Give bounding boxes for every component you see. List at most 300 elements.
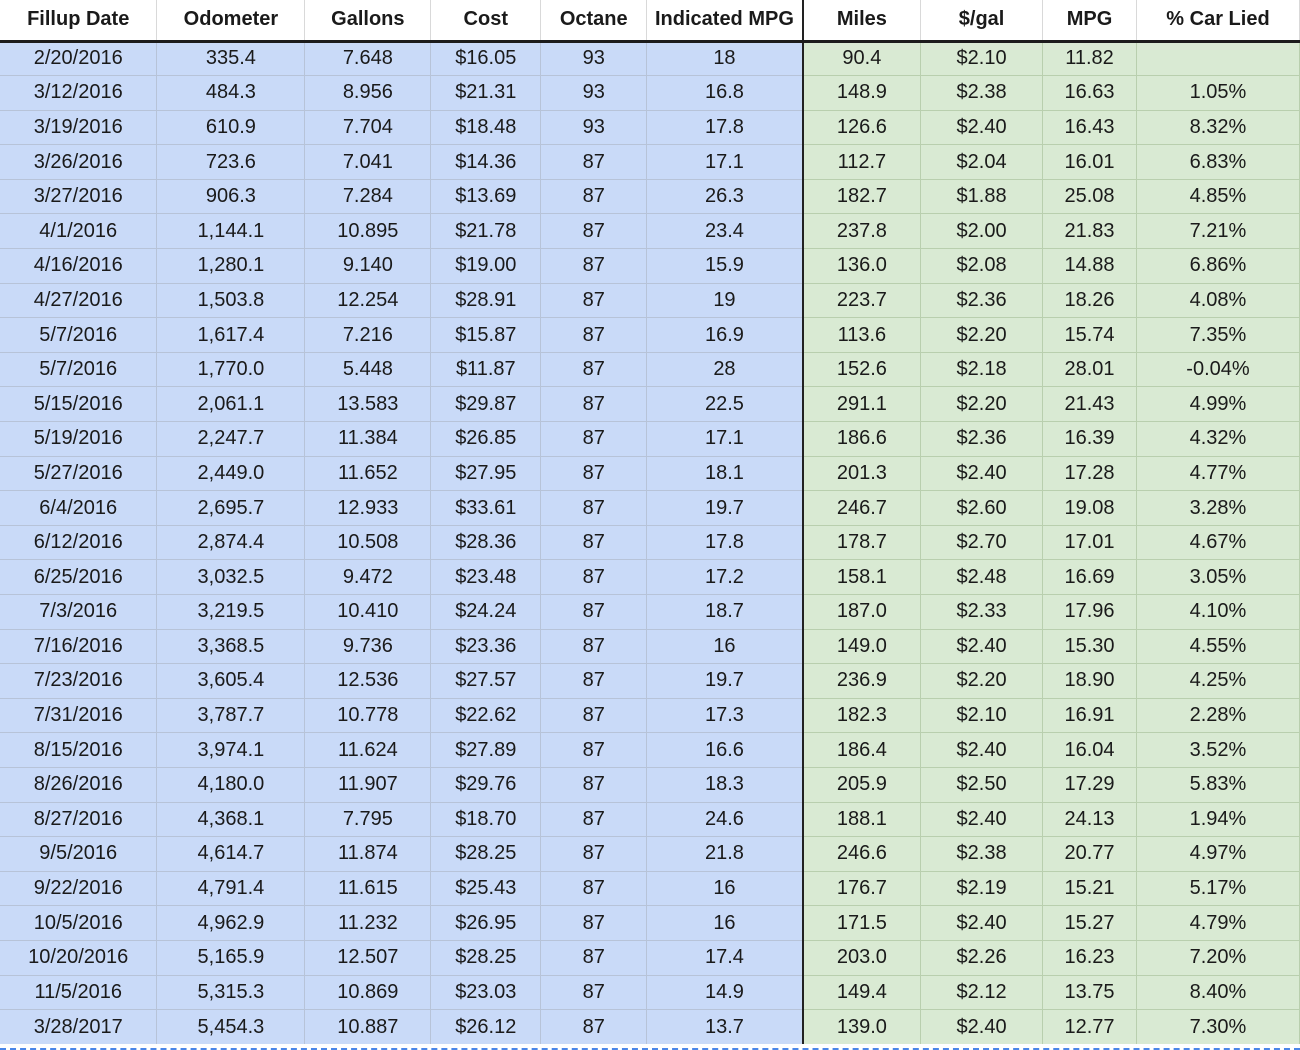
cell-miles[interactable]: 246.6 xyxy=(803,837,921,872)
cell-octane[interactable]: 87 xyxy=(541,249,647,284)
cell-odometer[interactable]: 5,315.3 xyxy=(157,975,305,1010)
cell-percent-car-lied[interactable]: 7.30% xyxy=(1136,1010,1299,1045)
cell-cost[interactable]: $27.89 xyxy=(431,733,541,768)
cell-price-per-gallon[interactable]: $2.40 xyxy=(921,110,1043,145)
cell-price-per-gallon[interactable]: $2.70 xyxy=(921,525,1043,560)
cell-fillup-date[interactable]: 5/15/2016 xyxy=(0,387,157,422)
cell-gallons[interactable]: 11.624 xyxy=(305,733,431,768)
cell-miles[interactable]: 149.4 xyxy=(803,975,921,1010)
header-octane[interactable]: Octane xyxy=(541,0,647,41)
cell-octane[interactable]: 87 xyxy=(541,871,647,906)
cell-mpg[interactable]: 17.01 xyxy=(1043,525,1137,560)
cell-mpg[interactable]: 15.27 xyxy=(1043,906,1137,941)
cell-price-per-gallon[interactable]: $2.38 xyxy=(921,837,1043,872)
cell-miles[interactable]: 171.5 xyxy=(803,906,921,941)
cell-indicated-mpg[interactable]: 16 xyxy=(647,871,803,906)
cell-odometer[interactable]: 3,974.1 xyxy=(157,733,305,768)
cell-octane[interactable]: 87 xyxy=(541,664,647,699)
cell-percent-car-lied[interactable]: 4.85% xyxy=(1136,179,1299,214)
cell-price-per-gallon[interactable]: $2.50 xyxy=(921,767,1043,802)
cell-cost[interactable]: $23.36 xyxy=(431,629,541,664)
cell-gallons[interactable]: 11.874 xyxy=(305,837,431,872)
cell-percent-car-lied[interactable]: 1.05% xyxy=(1136,76,1299,111)
cell-octane[interactable]: 87 xyxy=(541,733,647,768)
cell-gallons[interactable]: 12.254 xyxy=(305,283,431,318)
cell-miles[interactable]: 186.6 xyxy=(803,422,921,457)
cell-miles[interactable]: 182.3 xyxy=(803,698,921,733)
cell-fillup-date[interactable]: 6/12/2016 xyxy=(0,525,157,560)
cell-price-per-gallon[interactable]: $2.20 xyxy=(921,664,1043,699)
cell-odometer[interactable]: 4,791.4 xyxy=(157,871,305,906)
cell-cost[interactable]: $29.76 xyxy=(431,767,541,802)
cell-octane[interactable]: 87 xyxy=(541,145,647,180)
cell-gallons[interactable]: 11.232 xyxy=(305,906,431,941)
cell-price-per-gallon[interactable]: $2.40 xyxy=(921,906,1043,941)
cell-fillup-date[interactable]: 5/7/2016 xyxy=(0,352,157,387)
cell-miles[interactable]: 148.9 xyxy=(803,76,921,111)
cell-indicated-mpg[interactable]: 16 xyxy=(647,629,803,664)
cell-cost[interactable]: $13.69 xyxy=(431,179,541,214)
cell-gallons[interactable]: 12.933 xyxy=(305,491,431,526)
cell-gallons[interactable]: 11.384 xyxy=(305,422,431,457)
cell-odometer[interactable]: 5,454.3 xyxy=(157,1010,305,1045)
cell-octane[interactable]: 87 xyxy=(541,595,647,630)
cell-indicated-mpg[interactable]: 18.7 xyxy=(647,595,803,630)
cell-miles[interactable]: 205.9 xyxy=(803,767,921,802)
cell-gallons[interactable]: 7.284 xyxy=(305,179,431,214)
cell-indicated-mpg[interactable]: 24.6 xyxy=(647,802,803,837)
cell-indicated-mpg[interactable]: 23.4 xyxy=(647,214,803,249)
cell-odometer[interactable]: 5,165.9 xyxy=(157,940,305,975)
cell-price-per-gallon[interactable]: $2.10 xyxy=(921,698,1043,733)
cell-percent-car-lied[interactable]: 7.21% xyxy=(1136,214,1299,249)
cell-cost[interactable]: $18.70 xyxy=(431,802,541,837)
cell-cost[interactable]: $28.36 xyxy=(431,525,541,560)
cell-price-per-gallon[interactable]: $2.26 xyxy=(921,940,1043,975)
cell-indicated-mpg[interactable]: 17.1 xyxy=(647,422,803,457)
cell-price-per-gallon[interactable]: $2.40 xyxy=(921,629,1043,664)
cell-fillup-date[interactable]: 2/20/2016 xyxy=(0,41,157,76)
cell-odometer[interactable]: 1,280.1 xyxy=(157,249,305,284)
cell-odometer[interactable]: 1,617.4 xyxy=(157,318,305,353)
cell-fillup-date[interactable]: 5/27/2016 xyxy=(0,456,157,491)
cell-octane[interactable]: 87 xyxy=(541,318,647,353)
cell-octane[interactable]: 87 xyxy=(541,352,647,387)
cell-odometer[interactable]: 4,962.9 xyxy=(157,906,305,941)
cell-miles[interactable]: 90.4 xyxy=(803,41,921,76)
cell-cost[interactable]: $26.85 xyxy=(431,422,541,457)
cell-miles[interactable]: 291.1 xyxy=(803,387,921,422)
cell-percent-car-lied[interactable]: -0.04% xyxy=(1136,352,1299,387)
cell-percent-car-lied[interactable] xyxy=(1136,41,1299,76)
header-indicated-mpg[interactable]: Indicated MPG xyxy=(647,0,803,41)
cell-price-per-gallon[interactable]: $2.36 xyxy=(921,422,1043,457)
cell-miles[interactable]: 186.4 xyxy=(803,733,921,768)
cell-percent-car-lied[interactable]: 5.83% xyxy=(1136,767,1299,802)
cell-percent-car-lied[interactable]: 4.08% xyxy=(1136,283,1299,318)
cell-odometer[interactable]: 4,180.0 xyxy=(157,767,305,802)
cell-cost[interactable]: $26.95 xyxy=(431,906,541,941)
cell-miles[interactable]: 203.0 xyxy=(803,940,921,975)
header-miles[interactable]: Miles xyxy=(803,0,921,41)
cell-price-per-gallon[interactable]: $2.60 xyxy=(921,491,1043,526)
cell-mpg[interactable]: 14.88 xyxy=(1043,249,1137,284)
cell-gallons[interactable]: 7.795 xyxy=(305,802,431,837)
cell-percent-car-lied[interactable]: 8.40% xyxy=(1136,975,1299,1010)
cell-percent-car-lied[interactable]: 6.83% xyxy=(1136,145,1299,180)
cell-price-per-gallon[interactable]: $2.40 xyxy=(921,802,1043,837)
header-cost[interactable]: Cost xyxy=(431,0,541,41)
cell-price-per-gallon[interactable]: $2.36 xyxy=(921,283,1043,318)
cell-odometer[interactable]: 3,219.5 xyxy=(157,595,305,630)
cell-mpg[interactable]: 15.30 xyxy=(1043,629,1137,664)
header-percent-car-lied[interactable]: % Car Lied xyxy=(1136,0,1299,41)
header-mpg[interactable]: MPG xyxy=(1043,0,1137,41)
cell-indicated-mpg[interactable]: 22.5 xyxy=(647,387,803,422)
cell-fillup-date[interactable]: 7/3/2016 xyxy=(0,595,157,630)
cell-fillup-date[interactable]: 7/31/2016 xyxy=(0,698,157,733)
cell-odometer[interactable]: 4,614.7 xyxy=(157,837,305,872)
cell-fillup-date[interactable]: 7/23/2016 xyxy=(0,664,157,699)
header-odometer[interactable]: Odometer xyxy=(157,0,305,41)
cell-miles[interactable]: 237.8 xyxy=(803,214,921,249)
cell-mpg[interactable]: 20.77 xyxy=(1043,837,1137,872)
cell-odometer[interactable]: 723.6 xyxy=(157,145,305,180)
header-fillup-date[interactable]: Fillup Date xyxy=(0,0,157,41)
cell-fillup-date[interactable]: 8/15/2016 xyxy=(0,733,157,768)
cell-indicated-mpg[interactable]: 14.9 xyxy=(647,975,803,1010)
cell-indicated-mpg[interactable]: 28 xyxy=(647,352,803,387)
cell-mpg[interactable]: 18.26 xyxy=(1043,283,1137,318)
cell-odometer[interactable]: 2,695.7 xyxy=(157,491,305,526)
cell-octane[interactable]: 93 xyxy=(541,41,647,76)
cell-odometer[interactable]: 4,368.1 xyxy=(157,802,305,837)
cell-miles[interactable]: 223.7 xyxy=(803,283,921,318)
cell-cost[interactable]: $28.25 xyxy=(431,837,541,872)
cell-cost[interactable]: $21.31 xyxy=(431,76,541,111)
cell-octane[interactable]: 87 xyxy=(541,456,647,491)
cell-fillup-date[interactable]: 7/16/2016 xyxy=(0,629,157,664)
cell-mpg[interactable]: 25.08 xyxy=(1043,179,1137,214)
cell-cost[interactable]: $27.95 xyxy=(431,456,541,491)
cell-gallons[interactable]: 11.615 xyxy=(305,871,431,906)
cell-fillup-date[interactable]: 6/4/2016 xyxy=(0,491,157,526)
cell-fillup-date[interactable]: 8/26/2016 xyxy=(0,767,157,802)
cell-octane[interactable]: 87 xyxy=(541,837,647,872)
cell-mpg[interactable]: 16.01 xyxy=(1043,145,1137,180)
cell-percent-car-lied[interactable]: 4.97% xyxy=(1136,837,1299,872)
cell-mpg[interactable]: 16.91 xyxy=(1043,698,1137,733)
cell-fillup-date[interactable]: 3/28/2017 xyxy=(0,1010,157,1045)
cell-cost[interactable]: $21.78 xyxy=(431,214,541,249)
cell-percent-car-lied[interactable]: 4.32% xyxy=(1136,422,1299,457)
cell-fillup-date[interactable]: 8/27/2016 xyxy=(0,802,157,837)
cell-cost[interactable]: $28.25 xyxy=(431,940,541,975)
cell-price-per-gallon[interactable]: $2.04 xyxy=(921,145,1043,180)
cell-mpg[interactable]: 21.43 xyxy=(1043,387,1137,422)
cell-price-per-gallon[interactable]: $2.10 xyxy=(921,41,1043,76)
cell-fillup-date[interactable]: 3/12/2016 xyxy=(0,76,157,111)
cell-octane[interactable]: 87 xyxy=(541,214,647,249)
cell-percent-car-lied[interactable]: 8.32% xyxy=(1136,110,1299,145)
cell-cost[interactable]: $33.61 xyxy=(431,491,541,526)
cell-indicated-mpg[interactable]: 16.9 xyxy=(647,318,803,353)
cell-percent-car-lied[interactable]: 4.79% xyxy=(1136,906,1299,941)
cell-percent-car-lied[interactable]: 7.20% xyxy=(1136,940,1299,975)
cell-gallons[interactable]: 9.736 xyxy=(305,629,431,664)
cell-percent-car-lied[interactable]: 5.17% xyxy=(1136,871,1299,906)
cell-price-per-gallon[interactable]: $2.19 xyxy=(921,871,1043,906)
cell-percent-car-lied[interactable]: 4.10% xyxy=(1136,595,1299,630)
cell-gallons[interactable]: 10.508 xyxy=(305,525,431,560)
cell-cost[interactable]: $23.03 xyxy=(431,975,541,1010)
cell-octane[interactable]: 87 xyxy=(541,802,647,837)
cell-odometer[interactable]: 2,874.4 xyxy=(157,525,305,560)
cell-octane[interactable]: 93 xyxy=(541,110,647,145)
cell-indicated-mpg[interactable]: 18.3 xyxy=(647,767,803,802)
cell-price-per-gallon[interactable]: $2.08 xyxy=(921,249,1043,284)
cell-price-per-gallon[interactable]: $2.12 xyxy=(921,975,1043,1010)
cell-fillup-date[interactable]: 5/19/2016 xyxy=(0,422,157,457)
cell-indicated-mpg[interactable]: 17.3 xyxy=(647,698,803,733)
cell-price-per-gallon[interactable]: $2.18 xyxy=(921,352,1043,387)
cell-percent-car-lied[interactable]: 4.25% xyxy=(1136,664,1299,699)
cell-fillup-date[interactable]: 11/5/2016 xyxy=(0,975,157,1010)
cell-octane[interactable]: 93 xyxy=(541,76,647,111)
cell-fillup-date[interactable]: 9/22/2016 xyxy=(0,871,157,906)
cell-miles[interactable]: 182.7 xyxy=(803,179,921,214)
cell-miles[interactable]: 158.1 xyxy=(803,560,921,595)
cell-percent-car-lied[interactable]: 7.35% xyxy=(1136,318,1299,353)
cell-indicated-mpg[interactable]: 16 xyxy=(647,906,803,941)
cell-percent-car-lied[interactable]: 3.28% xyxy=(1136,491,1299,526)
header-gallons[interactable]: Gallons xyxy=(305,0,431,41)
cell-cost[interactable]: $11.87 xyxy=(431,352,541,387)
cell-percent-car-lied[interactable]: 6.86% xyxy=(1136,249,1299,284)
cell-odometer[interactable]: 2,061.1 xyxy=(157,387,305,422)
cell-miles[interactable]: 188.1 xyxy=(803,802,921,837)
cell-fillup-date[interactable]: 9/5/2016 xyxy=(0,837,157,872)
cell-mpg[interactable]: 16.04 xyxy=(1043,733,1137,768)
cell-gallons[interactable]: 12.536 xyxy=(305,664,431,699)
cell-mpg[interactable]: 17.96 xyxy=(1043,595,1137,630)
cell-cost[interactable]: $19.00 xyxy=(431,249,541,284)
cell-mpg[interactable]: 16.69 xyxy=(1043,560,1137,595)
cell-mpg[interactable]: 28.01 xyxy=(1043,352,1137,387)
cell-octane[interactable]: 87 xyxy=(541,906,647,941)
cell-indicated-mpg[interactable]: 16.6 xyxy=(647,733,803,768)
cell-gallons[interactable]: 7.041 xyxy=(305,145,431,180)
cell-miles[interactable]: 176.7 xyxy=(803,871,921,906)
cell-fillup-date[interactable]: 3/27/2016 xyxy=(0,179,157,214)
cell-indicated-mpg[interactable]: 19.7 xyxy=(647,491,803,526)
cell-indicated-mpg[interactable]: 26.3 xyxy=(647,179,803,214)
cell-indicated-mpg[interactable]: 21.8 xyxy=(647,837,803,872)
cell-price-per-gallon[interactable]: $2.00 xyxy=(921,214,1043,249)
cell-miles[interactable]: 201.3 xyxy=(803,456,921,491)
cell-mpg[interactable]: 17.29 xyxy=(1043,767,1137,802)
cell-octane[interactable]: 87 xyxy=(541,767,647,802)
cell-cost[interactable]: $26.12 xyxy=(431,1010,541,1045)
cell-indicated-mpg[interactable]: 18.1 xyxy=(647,456,803,491)
cell-gallons[interactable]: 10.887 xyxy=(305,1010,431,1045)
cell-percent-car-lied[interactable]: 4.77% xyxy=(1136,456,1299,491)
cell-odometer[interactable]: 610.9 xyxy=(157,110,305,145)
cell-indicated-mpg[interactable]: 16.8 xyxy=(647,76,803,111)
cell-mpg[interactable]: 16.43 xyxy=(1043,110,1137,145)
cell-odometer[interactable]: 1,144.1 xyxy=(157,214,305,249)
cell-cost[interactable]: $22.62 xyxy=(431,698,541,733)
cell-gallons[interactable]: 7.704 xyxy=(305,110,431,145)
cell-octane[interactable]: 87 xyxy=(541,422,647,457)
cell-fillup-date[interactable]: 3/26/2016 xyxy=(0,145,157,180)
cell-miles[interactable]: 236.9 xyxy=(803,664,921,699)
cell-gallons[interactable]: 10.895 xyxy=(305,214,431,249)
cell-miles[interactable]: 126.6 xyxy=(803,110,921,145)
cell-percent-car-lied[interactable]: 4.67% xyxy=(1136,525,1299,560)
cell-miles[interactable]: 178.7 xyxy=(803,525,921,560)
cell-cost[interactable]: $23.48 xyxy=(431,560,541,595)
cell-gallons[interactable]: 10.778 xyxy=(305,698,431,733)
cell-cost[interactable]: $14.36 xyxy=(431,145,541,180)
cell-mpg[interactable]: 11.82 xyxy=(1043,41,1137,76)
cell-percent-car-lied[interactable]: 1.94% xyxy=(1136,802,1299,837)
cell-indicated-mpg[interactable]: 17.2 xyxy=(647,560,803,595)
cell-fillup-date[interactable]: 6/25/2016 xyxy=(0,560,157,595)
cell-price-per-gallon[interactable]: $2.38 xyxy=(921,76,1043,111)
cell-indicated-mpg[interactable]: 17.4 xyxy=(647,940,803,975)
cell-indicated-mpg[interactable]: 19 xyxy=(647,283,803,318)
cell-odometer[interactable]: 2,449.0 xyxy=(157,456,305,491)
cell-mpg[interactable]: 16.63 xyxy=(1043,76,1137,111)
cell-gallons[interactable]: 12.507 xyxy=(305,940,431,975)
cell-miles[interactable]: 149.0 xyxy=(803,629,921,664)
cell-indicated-mpg[interactable]: 15.9 xyxy=(647,249,803,284)
cell-cost[interactable]: $25.43 xyxy=(431,871,541,906)
cell-octane[interactable]: 87 xyxy=(541,283,647,318)
cell-miles[interactable]: 187.0 xyxy=(803,595,921,630)
cell-percent-car-lied[interactable]: 3.05% xyxy=(1136,560,1299,595)
cell-miles[interactable]: 139.0 xyxy=(803,1010,921,1045)
cell-fillup-date[interactable]: 5/7/2016 xyxy=(0,318,157,353)
cell-mpg[interactable]: 21.83 xyxy=(1043,214,1137,249)
cell-mpg[interactable]: 24.13 xyxy=(1043,802,1137,837)
cell-odometer[interactable]: 1,770.0 xyxy=(157,352,305,387)
cell-odometer[interactable]: 3,368.5 xyxy=(157,629,305,664)
cell-price-per-gallon[interactable]: $2.33 xyxy=(921,595,1043,630)
cell-mpg[interactable]: 19.08 xyxy=(1043,491,1137,526)
cell-octane[interactable]: 87 xyxy=(541,387,647,422)
cell-mpg[interactable]: 12.77 xyxy=(1043,1010,1137,1045)
cell-fillup-date[interactable]: 4/16/2016 xyxy=(0,249,157,284)
cell-odometer[interactable]: 484.3 xyxy=(157,76,305,111)
cell-mpg[interactable]: 13.75 xyxy=(1043,975,1137,1010)
cell-odometer[interactable]: 3,605.4 xyxy=(157,664,305,699)
cell-percent-car-lied[interactable]: 4.99% xyxy=(1136,387,1299,422)
cell-octane[interactable]: 87 xyxy=(541,629,647,664)
cell-cost[interactable]: $27.57 xyxy=(431,664,541,699)
cell-indicated-mpg[interactable]: 17.8 xyxy=(647,110,803,145)
cell-cost[interactable]: $18.48 xyxy=(431,110,541,145)
cell-odometer[interactable]: 3,787.7 xyxy=(157,698,305,733)
cell-price-per-gallon[interactable]: $1.88 xyxy=(921,179,1043,214)
cell-octane[interactable]: 87 xyxy=(541,560,647,595)
cell-odometer[interactable]: 2,247.7 xyxy=(157,422,305,457)
cell-gallons[interactable]: 9.472 xyxy=(305,560,431,595)
cell-indicated-mpg[interactable]: 17.1 xyxy=(647,145,803,180)
cell-percent-car-lied[interactable]: 3.52% xyxy=(1136,733,1299,768)
cell-miles[interactable]: 112.7 xyxy=(803,145,921,180)
cell-indicated-mpg[interactable]: 17.8 xyxy=(647,525,803,560)
cell-price-per-gallon[interactable]: $2.20 xyxy=(921,387,1043,422)
cell-fillup-date[interactable]: 10/5/2016 xyxy=(0,906,157,941)
cell-octane[interactable]: 87 xyxy=(541,179,647,214)
cell-odometer[interactable]: 335.4 xyxy=(157,41,305,76)
cell-gallons[interactable]: 9.140 xyxy=(305,249,431,284)
cell-octane[interactable]: 87 xyxy=(541,698,647,733)
cell-cost[interactable]: $29.87 xyxy=(431,387,541,422)
cell-gallons[interactable]: 13.583 xyxy=(305,387,431,422)
cell-mpg[interactable]: 16.39 xyxy=(1043,422,1137,457)
cell-octane[interactable]: 87 xyxy=(541,1010,647,1045)
cell-indicated-mpg[interactable]: 19.7 xyxy=(647,664,803,699)
cell-price-per-gallon[interactable]: $2.48 xyxy=(921,560,1043,595)
cell-mpg[interactable]: 18.90 xyxy=(1043,664,1137,699)
cell-gallons[interactable]: 11.652 xyxy=(305,456,431,491)
cell-gallons[interactable]: 5.448 xyxy=(305,352,431,387)
cell-price-per-gallon[interactable]: $2.40 xyxy=(921,456,1043,491)
cell-miles[interactable]: 152.6 xyxy=(803,352,921,387)
cell-price-per-gallon[interactable]: $2.20 xyxy=(921,318,1043,353)
cell-octane[interactable]: 87 xyxy=(541,940,647,975)
cell-fillup-date[interactable]: 10/20/2016 xyxy=(0,940,157,975)
cell-odometer[interactable]: 906.3 xyxy=(157,179,305,214)
cell-cost[interactable]: $15.87 xyxy=(431,318,541,353)
cell-price-per-gallon[interactable]: $2.40 xyxy=(921,733,1043,768)
cell-percent-car-lied[interactable]: 2.28% xyxy=(1136,698,1299,733)
cell-octane[interactable]: 87 xyxy=(541,491,647,526)
cell-indicated-mpg[interactable]: 18 xyxy=(647,41,803,76)
cell-cost[interactable]: $16.05 xyxy=(431,41,541,76)
cell-fillup-date[interactable]: 3/19/2016 xyxy=(0,110,157,145)
cell-cost[interactable]: $28.91 xyxy=(431,283,541,318)
cell-miles[interactable]: 246.7 xyxy=(803,491,921,526)
cell-mpg[interactable]: 15.21 xyxy=(1043,871,1137,906)
cell-gallons[interactable]: 11.907 xyxy=(305,767,431,802)
cell-gallons[interactable]: 8.956 xyxy=(305,76,431,111)
cell-miles[interactable]: 113.6 xyxy=(803,318,921,353)
cell-mpg[interactable]: 16.23 xyxy=(1043,940,1137,975)
cell-percent-car-lied[interactable]: 4.55% xyxy=(1136,629,1299,664)
cell-miles[interactable]: 136.0 xyxy=(803,249,921,284)
cell-fillup-date[interactable]: 4/1/2016 xyxy=(0,214,157,249)
cell-gallons[interactable]: 7.216 xyxy=(305,318,431,353)
cell-gallons[interactable]: 10.410 xyxy=(305,595,431,630)
header-price-per-gallon[interactable]: $/gal xyxy=(921,0,1043,41)
cell-octane[interactable]: 87 xyxy=(541,975,647,1010)
cell-octane[interactable]: 87 xyxy=(541,525,647,560)
cell-gallons[interactable]: 10.869 xyxy=(305,975,431,1010)
cell-cost[interactable]: $24.24 xyxy=(431,595,541,630)
cell-fillup-date[interactable]: 4/27/2016 xyxy=(0,283,157,318)
cell-indicated-mpg[interactable]: 13.7 xyxy=(647,1010,803,1045)
cell-odometer[interactable]: 1,503.8 xyxy=(157,283,305,318)
cell-price-per-gallon[interactable]: $2.40 xyxy=(921,1010,1043,1045)
cell-gallons[interactable]: 7.648 xyxy=(305,41,431,76)
cell-mpg[interactable]: 15.74 xyxy=(1043,318,1137,353)
cell-mpg[interactable]: 17.28 xyxy=(1043,456,1137,491)
cell-odometer[interactable]: 3,032.5 xyxy=(157,560,305,595)
